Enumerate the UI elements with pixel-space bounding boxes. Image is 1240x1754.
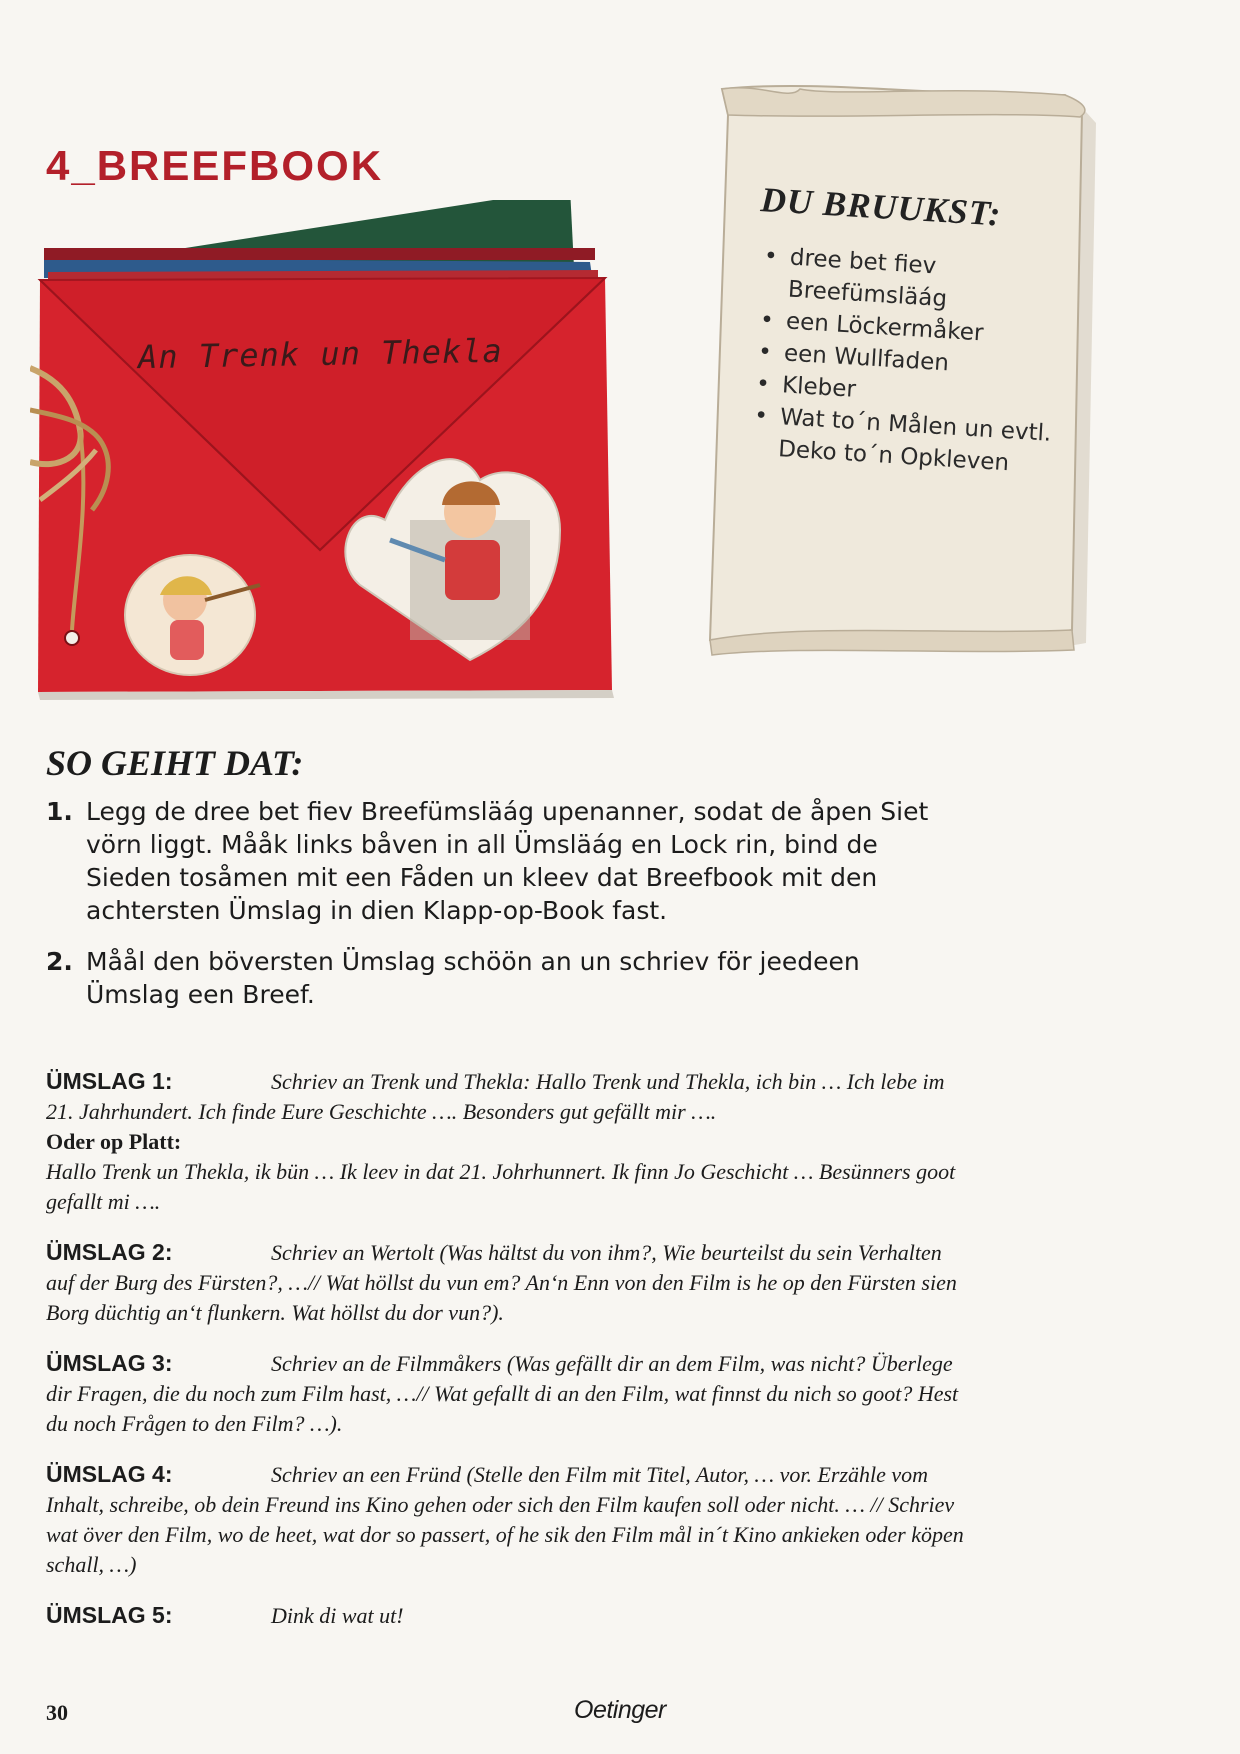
- envelope-text: Dink di wat ut!: [271, 1603, 404, 1628]
- envelope-item: [46, 1066, 966, 1217]
- envelope-label: ÜMSLAG 4:: [46, 1461, 173, 1487]
- page-number: 30: [46, 1700, 68, 1725]
- page-title: 4_BREEFBOOK: [46, 142, 384, 189]
- envelope-item: [46, 1348, 966, 1439]
- envelope-text: Schriev an Wertolt (Was hältst du von ihm?, Wie beurteilst du sein Verhalten auf der Burg des Fürsten?, …// Wat höllst du vun em? An‘n Enn von den Film is he op den Fürsten sien Borg düchtig an‘t flunkern. Wat höllst du dor vun?).: [46, 1240, 957, 1325]
- envelope-label: ÜMSLAG 3:: [46, 1350, 173, 1376]
- step-number: 2.: [46, 947, 73, 976]
- envelope-item: [46, 1237, 966, 1328]
- envelope-text: Schriev an een Fründ (Stelle den Film mit Titel, Autor, … vor. Erzähle vom Inhalt, schreibe, ob dein Freund ins Kino gehen oder sich den Film kaufen soll oder nicht. … // Schriev wat över den Film, wo de heet, wat dor so passert, of he sik den Film mål in´t Kino ankieken oder köpen schall, …): [46, 1462, 964, 1577]
- envelope-note: Oder op Platt:: [46, 1129, 182, 1154]
- envelope-label: ÜMSLAG 5:: [46, 1602, 173, 1628]
- list-item: • een Löckermåker: [759, 304, 1060, 354]
- publisher-logo: Oetinger: [574, 1696, 666, 1724]
- materials-title: DU BRUUKST:: [759, 180, 1003, 234]
- instruction-steps: [46, 795, 946, 1029]
- envelope-label: ÜMSLAG 1:: [46, 1068, 173, 1094]
- step-text: Legg de dree bet fiev Breefümsläág upenanner, sodat de åpen Siet vörn liggt. Mååk links båven in all Ümsläág en Lock rin, bind de Sieden tosåmen mit een Fåden un kleev dat Breefbook mit den achtersten Ümslag in dien Klapp-op-Book fast.: [86, 797, 929, 925]
- envelope-item: [46, 1600, 966, 1631]
- list-item: • een Wullfaden: [757, 336, 1058, 386]
- materials-list: [751, 240, 1064, 482]
- envelope-handwriting: An Trenk un Thekla: [137, 331, 504, 377]
- envelope-label: ÜMSLAG 2:: [46, 1239, 173, 1265]
- list-item: • Wat to´n Målen un evtl. Deko to´n Opkleven: [751, 400, 1054, 482]
- envelope-text: Schriev an Trenk und Thekla: Hallo Trenk und Thekla, ich bin … Ich lebe im 21. Jahrhundert. Ich finde Eure Geschichte …. Besonders gut gefällt mir ….: [46, 1069, 945, 1124]
- envelope-item: [46, 1459, 966, 1580]
- envelope-text-platt: Hallo Trenk un Thekla, ik bün … Ik leev in dat 21. Johrhunnert. Ik finn Jo Geschicht … Besünners goot gefallt mi ….: [46, 1159, 956, 1214]
- instructions-title: SO GEIHT DAT:: [46, 743, 304, 783]
- step-number: 1.: [46, 797, 73, 826]
- step-item: [46, 945, 946, 1011]
- step-item: [46, 795, 946, 927]
- envelope-book-photo: [30, 200, 630, 700]
- envelope-text: Schriev an de Filmmåkers (Was gefällt dir an dem Film, was nicht? Überlege dir Fragen, die du noch zum Film hast, …// Wat gefallt di an den Film, wat finnst du nich so goot? Hest du noch Frågen to den Film? …).: [46, 1351, 959, 1436]
- step-text: Måål den böversten Ümslag schöön an un schriev för jeedeen Ümslag een Breef.: [86, 947, 860, 1009]
- list-item: • Kleber: [755, 368, 1056, 418]
- envelope-list: [46, 1066, 966, 1651]
- list-item: • dree bet fiev Breefümsläág: [761, 240, 1064, 322]
